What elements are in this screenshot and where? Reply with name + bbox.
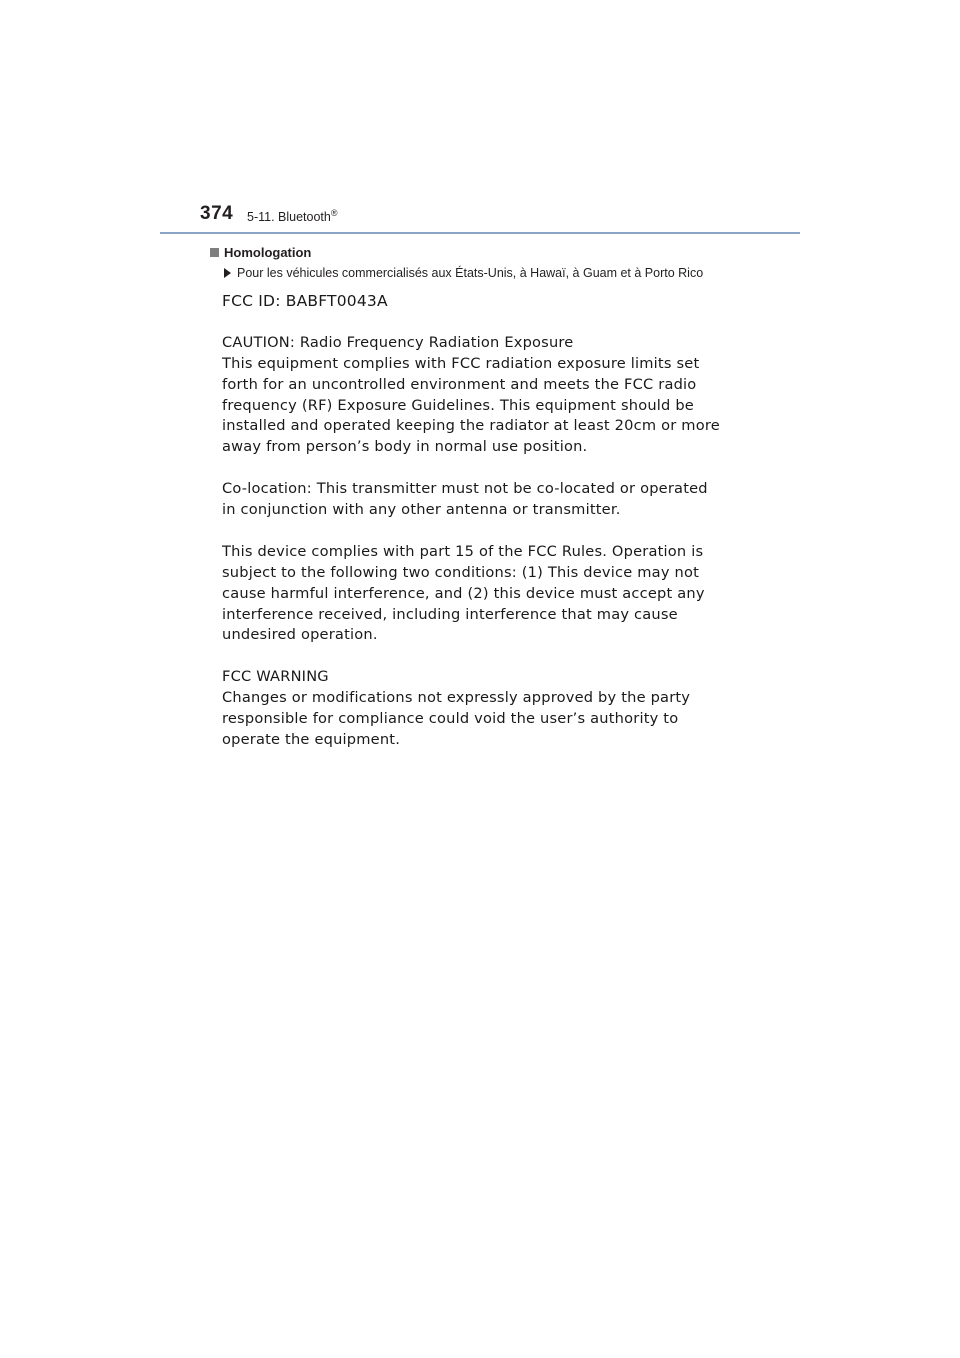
caution-line: frequency (RF) Exposure Guidelines. This equipment should be — [222, 396, 694, 414]
caution-line: This equipment complies with FCC radiation exposure limits set — [222, 354, 700, 372]
section-heading — [210, 245, 311, 260]
bullet-item — [224, 266, 703, 280]
page-number: 374 — [200, 203, 234, 224]
caution-line: CAUTION: Radio Frequency Radiation Exposure — [222, 333, 574, 351]
part15-line: undesired operation. — [222, 626, 378, 644]
caution-line: away from person’s body in normal use position. — [222, 438, 588, 456]
page-header — [0, 0, 960, 240]
header-rule — [160, 232, 800, 234]
colocation-line: Co-location: This transmitter must not be co-located or operated — [222, 480, 708, 498]
part15-line: This device complies with part 15 of the FCC Rules. Operation is — [222, 542, 704, 560]
warning-line: FCC WARNING — [222, 668, 329, 686]
warning-line: responsible for compliance could void the user’s authority to — [222, 710, 679, 728]
part15-line: subject to the following two conditions: (1) This device may not — [222, 563, 699, 581]
caution-line: forth for an uncontrolled environment and meets the FCC radio — [222, 375, 697, 393]
section-title — [247, 208, 338, 224]
warning-line: operate the equipment. — [222, 730, 401, 748]
triangle-bullet-icon — [224, 268, 231, 278]
section-title-text: 5-11. Bluetooth — [247, 210, 331, 225]
part15-line: interference received, including interference that may cause — [222, 605, 678, 623]
caution-line: installed and operated keeping the radiator at least 20cm or more — [222, 417, 720, 435]
bullet-text: Pour les véhicules commercialisés aux États-Unis, à Hawaï, à Guam et à Porto Rico — [237, 266, 704, 280]
warning-line: Changes or modifications not expressly approved by the party — [222, 689, 691, 707]
heading-text: Homologation — [224, 245, 312, 260]
registered-mark: ® — [330, 208, 338, 218]
fcc-label-image — [212, 285, 742, 748]
square-bullet-icon — [210, 248, 219, 257]
colocation-line: in conjunction with any other antenna or transmitter. — [222, 501, 621, 519]
fcc-id: FCC ID: BABFT0043A — [222, 292, 388, 310]
part15-line: cause harmful interference, and (2) this device must accept any — [222, 584, 705, 602]
